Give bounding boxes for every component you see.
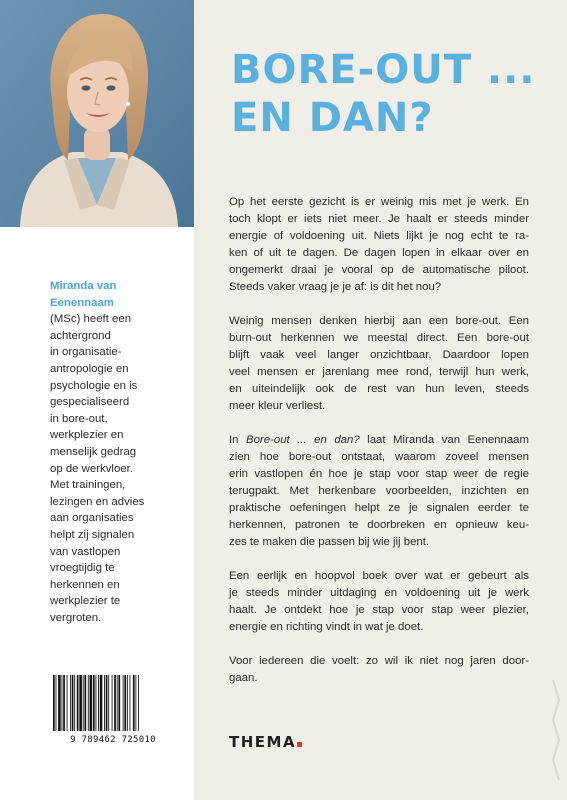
barcode-bars (50, 673, 176, 733)
blurb-line: Steeds vaker vraag je je af: is dit het nou? (229, 281, 442, 293)
blurb-line: meer kleur verliest. (229, 400, 326, 412)
isbn-number: 9 789462 725010 (70, 735, 156, 745)
barcode-bar (127, 675, 128, 731)
barcode-bar (79, 675, 82, 731)
blurb-line: ken of uit te dagen. De dagen lopen in elkaar over en (229, 247, 529, 259)
barcode-bar (74, 675, 75, 731)
author-bio-line: in bore-out, (50, 412, 108, 425)
barcode-bar (88, 675, 89, 731)
blurb-line: en uiteindelijk ook de rest van hun leven, steeds (229, 383, 529, 395)
barcode-bar (53, 675, 55, 731)
author-bio-line: (MSc) heeft een (50, 313, 132, 326)
blurb-paragraph (229, 432, 529, 551)
author-bio-line: helpt zij signalen (50, 528, 135, 541)
author-bio-line: psychologie en is (50, 379, 138, 392)
barcode-bar (118, 675, 120, 731)
barcode-bar (112, 675, 113, 731)
barcode-bar (117, 675, 118, 731)
blurb-line: je steeds minder uitdaging en voldoening uit je werk (229, 587, 529, 599)
blurb-text-run: In (229, 434, 246, 446)
blurb-line: ongemerkt draai je vooral op de automatische piloot. (229, 264, 529, 276)
blurb-line: Voor iedereen die voelt: zo wil ik niet nog jaren door- (229, 655, 529, 667)
author-bio-line: op de werkvloer. (50, 462, 133, 475)
blurb-line: Weinig mensen denken hierbij aan een bore-out. Een (229, 315, 529, 327)
blurb-line: praktische oefeningen helpt ze je signalen eerder te (229, 502, 529, 514)
author-bio-line: antropologie en (50, 362, 129, 375)
barcode-bar (58, 675, 61, 731)
blurb-line (229, 432, 529, 449)
barcode-bar (96, 675, 97, 731)
barcode-bar (135, 675, 136, 731)
barcode-bar (100, 675, 103, 731)
blurb-paragraph (229, 313, 529, 415)
barcode-bar (104, 675, 105, 731)
author-photo (0, 0, 194, 227)
blurb-line: zes te maken die passen bij wie jij bent. (229, 536, 430, 548)
blurb-paragraph (229, 568, 529, 636)
author-bio-line: vergroten. (50, 611, 102, 624)
isbn-barcode (50, 673, 176, 745)
blurb-line: Een eerlijk en hoopvol boek over wat er gebeurt als (229, 570, 529, 582)
barcode-bar (63, 675, 65, 731)
barcode-bar (108, 675, 109, 731)
barcode-bar (84, 675, 86, 731)
blurb-line: veel mensen er jarenlang mee rond, terwijl hun werk, (229, 366, 529, 378)
book-title-line: EN DAN? (231, 95, 434, 141)
author-bio-line: aan organisaties (50, 512, 134, 525)
barcode-bar (133, 675, 135, 731)
author-bio-line: gespecialiseerd (50, 396, 130, 409)
blurb-line: haalt. Je ontdekt hoe je stap voor stap weer plezier, (229, 604, 529, 616)
edge-watermark-icon (551, 0, 561, 800)
author-bio-line: in organisatie- (50, 346, 122, 359)
book-title-italic: Bore-out ... en dan? (246, 434, 360, 446)
blurb-line: burn-out herkennen we meestal direct. Een bore-out (229, 332, 529, 344)
blurb-line: blijft vaak veel langer onzichtbaar. Daardoor lopen (229, 349, 529, 361)
blurb-paragraph (229, 653, 529, 687)
barcode-bar (67, 675, 68, 731)
barcode-bar (83, 675, 84, 731)
author-portrait-image (0, 0, 194, 227)
barcode-bar (124, 675, 126, 731)
blurb-line: zien hoe bore-out ontstaat, waarom zoveel mensen (229, 451, 529, 463)
barcode-bar (114, 675, 116, 731)
barcode-bar (77, 675, 79, 731)
barcode-bar (98, 675, 99, 731)
publisher-logo (229, 733, 302, 751)
author-bio-line: werkplezier te (50, 595, 121, 608)
blurb-line: toch klopt er iets niet meer. Je haalt er steeds minder (229, 213, 529, 225)
author-bio-line: herkennen en (50, 578, 120, 591)
barcode-bar (138, 675, 139, 731)
barcode-bar (123, 675, 124, 731)
barcode-bar (106, 675, 108, 731)
left-column (0, 0, 194, 800)
book-title (231, 46, 536, 142)
author-bio-line: menselijk gedrag (50, 445, 137, 458)
barcode-bar (72, 675, 74, 731)
barcode-bar (130, 675, 131, 731)
author-bio-line: lezingen en advies (50, 495, 145, 508)
blurb-text (229, 194, 529, 704)
barcode-bar (90, 675, 93, 731)
blurb-line: erin vastlopen én hoe je stap voor stap weer de regie (229, 468, 529, 480)
blurb-text-run: laat Miranda van Eenennaam (359, 434, 529, 446)
author-name-line: Eenennaam (50, 296, 114, 309)
blurb-line: energie of voldoening uit. Niets lijkt je nog echt te ra- (229, 230, 529, 242)
blurb-line: Op het eerste gezicht is er weinig mis met je werk. En (229, 196, 529, 208)
barcode-bar (93, 675, 95, 731)
blurb-paragraph (229, 194, 529, 296)
author-bio (50, 278, 178, 626)
publisher-logo-text: THEMA (229, 733, 297, 751)
blurb-line: gaan. (229, 672, 258, 684)
logo-dot-icon (297, 742, 302, 747)
author-bio-line: Met trainingen, (50, 479, 126, 492)
barcode-bar (70, 675, 71, 731)
barcode-bar (62, 675, 63, 731)
book-title-line: BORE-OUT ... (231, 47, 536, 93)
author-bio-line: vroegtijdig te (50, 562, 115, 575)
author-bio-line: werkplezier en (50, 429, 124, 442)
author-name-line: Miranda van (50, 280, 117, 292)
blurb-line: energie en richting vindt in wat je doet. (229, 621, 424, 633)
barcode-bar (56, 675, 57, 731)
author-bio-line: van vastlopen (50, 545, 121, 558)
blurb-line: terugpakt. Met herkenbare voorbeelden, inzichten en (229, 485, 529, 497)
author-bio-line: achtergrond (50, 329, 111, 342)
blurb-line: herkennen, patronen te doorbreken en opnieuw keu- (229, 519, 529, 531)
